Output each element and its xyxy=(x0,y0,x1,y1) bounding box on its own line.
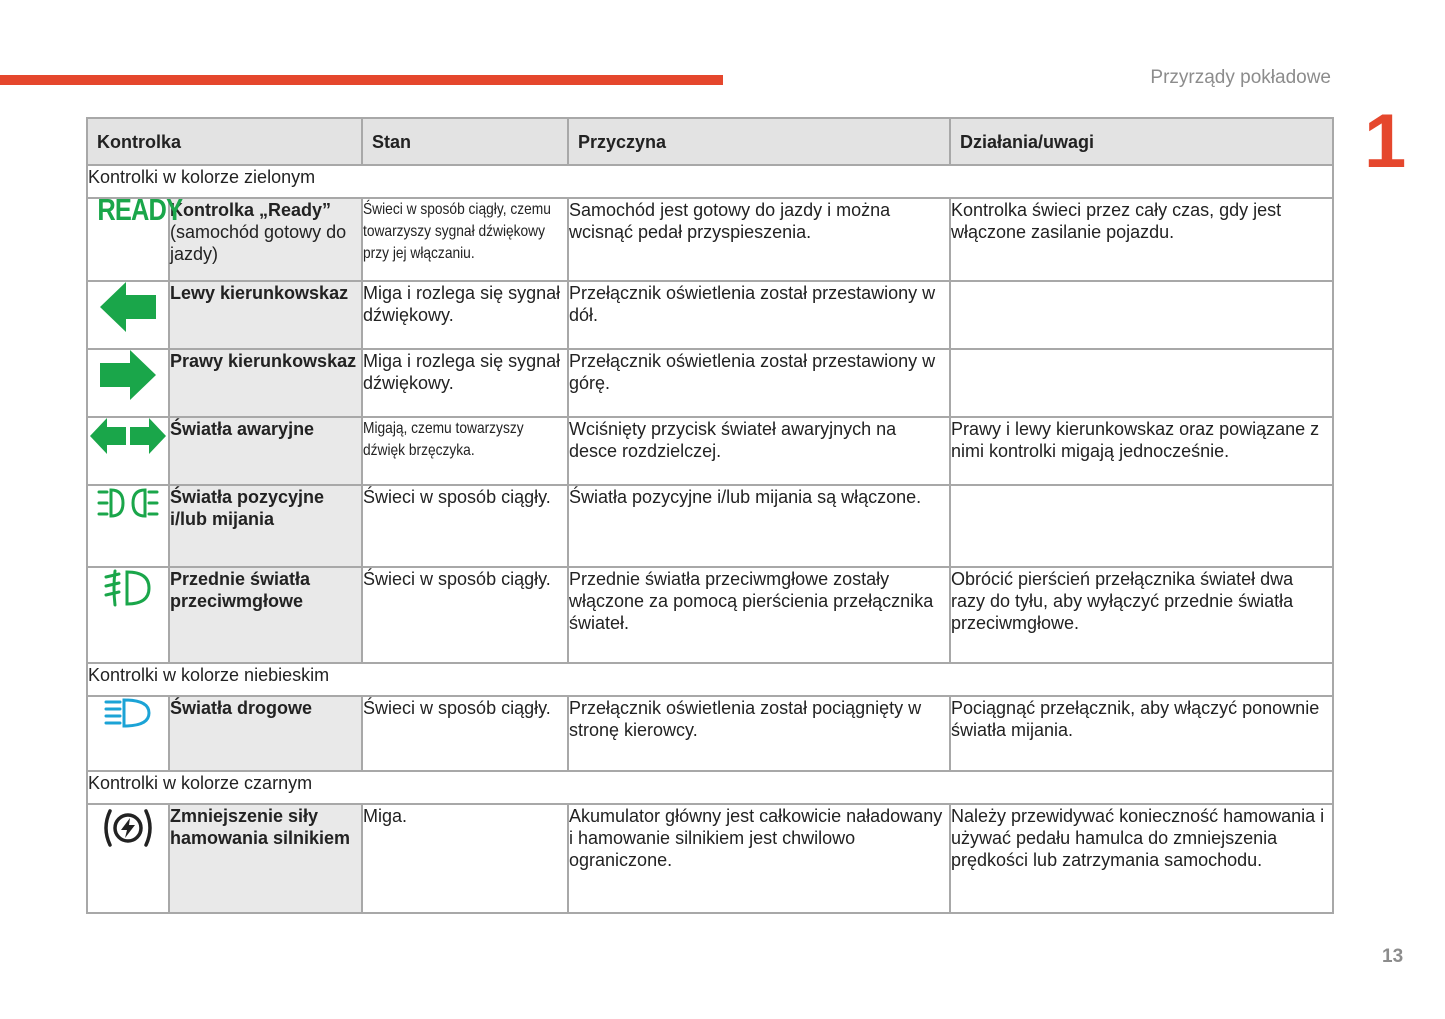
position-lights-icon xyxy=(97,486,159,520)
lamp-cause: Przednie światła przeciwmgłowe zostały włączone za pomocą pierścienia przełącznika świateł. xyxy=(568,567,950,663)
lamp-state: Świeci w sposób ciągły. xyxy=(362,696,568,771)
regen-braking-icon xyxy=(100,805,156,851)
column-header-stan: Stan xyxy=(362,118,568,165)
lamp-action xyxy=(950,281,1333,349)
icon-cell xyxy=(87,192,183,281)
lamp-state-text: Świeci w sposób ciągły, czemu towarzyszy sygnał dźwiękowy przy jej włączaniu. xyxy=(363,201,551,262)
lamp-action: Pociągnąć przełącznik, aby włączyć ponownie światła mijania. xyxy=(950,696,1333,771)
column-header-kontrolka: Kontrolka xyxy=(87,118,362,165)
lamp-name: Zmniejszenie siły hamowania silnikiem xyxy=(169,804,362,913)
lamp-state: Miga i rozlega się sygnał dźwiękowy. xyxy=(362,281,568,349)
icon-cell xyxy=(87,417,169,485)
group-row-green xyxy=(87,165,1333,198)
table-row xyxy=(87,696,1333,771)
icon-cell xyxy=(87,804,169,913)
ready-icon: READY xyxy=(97,192,183,227)
table-row xyxy=(87,417,1333,485)
page-number: 13 xyxy=(1382,946,1404,967)
top-accent-bar xyxy=(0,75,723,85)
lamp-name xyxy=(169,198,362,281)
icon-cell xyxy=(87,567,169,663)
warning-lamps-table xyxy=(86,117,1334,914)
right-arrow-icon xyxy=(100,350,156,400)
table-row xyxy=(87,198,1333,281)
lamp-state xyxy=(362,198,568,281)
lamp-cause: Akumulator główny jest całkowicie naładowany i hamowanie silnikiem jest chwilowo ograniczone. xyxy=(568,804,950,913)
lamp-name: Światła pozycyjne i/lub mijania xyxy=(169,485,362,567)
lamp-cause: Wciśnięty przycisk świateł awaryjnych na desce rozdzielczej. xyxy=(568,417,950,485)
table-header-row xyxy=(87,118,1333,165)
table-row xyxy=(87,281,1333,349)
lamp-state: Świeci w sposób ciągły. xyxy=(362,567,568,663)
lamp-action xyxy=(950,485,1333,567)
group-label-green: Kontrolki w kolorze zielonym xyxy=(87,165,1333,198)
lamp-name: Przednie światła przeciwmgłowe xyxy=(169,567,362,663)
group-label-blue: Kontrolki w kolorze niebieskim xyxy=(87,663,1333,696)
lamp-cause: Przełącznik oświetlenia został pociągnięty w stronę kierowcy. xyxy=(568,696,950,771)
front-fog-lights-icon xyxy=(103,568,153,608)
lamp-state-text: Migają, czemu towarzyszy dźwięk brzęczyka. xyxy=(363,420,524,459)
lamp-state: Miga. xyxy=(362,804,568,913)
lamp-state: Miga i rozlega się sygnał dźwiękowy. xyxy=(362,349,568,417)
table-row xyxy=(87,567,1333,663)
group-row-black xyxy=(87,771,1333,804)
icon-cell xyxy=(87,696,169,771)
lamp-name: Lewy kierunkowskaz xyxy=(169,281,362,349)
lamp-action: Obrócić pierścień przełącznika świateł dwa razy do tyłu, aby wyłączyć przednie światła przeciwmgłowe. xyxy=(950,567,1333,663)
table-row xyxy=(87,349,1333,417)
icon-cell xyxy=(87,349,169,417)
lamp-name-bold: Kontrolka „Ready” xyxy=(170,200,332,220)
lamp-state: Świeci w sposób ciągły. xyxy=(362,485,568,567)
column-header-przyczyna: Przyczyna xyxy=(568,118,950,165)
lamp-name-detail: (samochód gotowy do jazdy) xyxy=(170,222,347,264)
lamp-action: Kontrolka świeci przez cały czas, gdy jest włączone zasilanie pojazdu. xyxy=(950,198,1333,281)
lamp-name: Światła awaryjne xyxy=(169,417,362,485)
icon-cell xyxy=(87,281,169,349)
left-arrow-icon xyxy=(100,282,156,332)
lamp-state xyxy=(362,417,568,485)
table-row xyxy=(87,804,1333,913)
lamp-action: Prawy i lewy kierunkowskaz oraz powiązane z nimi kontrolki migają jednocześnie. xyxy=(950,417,1333,485)
chapter-number: 1 xyxy=(1364,99,1407,184)
lamp-name: Prawy kierunkowskaz xyxy=(169,349,362,417)
lamp-cause: Przełącznik oświetlenia został przestawiony w górę. xyxy=(568,349,950,417)
section-title: Przyrządy pokładowe xyxy=(1150,67,1331,88)
lamp-cause: Samochód jest gotowy do jazdy i można wcisnąć pedał przyspieszenia. xyxy=(568,198,950,281)
group-label-black: Kontrolki w kolorze czarnym xyxy=(87,771,1333,804)
icon-cell xyxy=(87,485,169,567)
lamp-action: Należy przewidywać konieczność hamowania i używać pedału hamulca do zmniejszenia prędkości lub zatrzymania samochodu. xyxy=(950,804,1333,913)
group-row-blue xyxy=(87,663,1333,696)
lamp-name: Światła drogowe xyxy=(169,696,362,771)
column-header-dzialania: Działania/uwagi xyxy=(950,118,1333,165)
lamp-cause: Przełącznik oświetlenia został przestawiony w dół. xyxy=(568,281,950,349)
hazard-arrows-icon xyxy=(90,418,166,454)
lamp-cause: Światła pozycyjne i/lub mijania są włączone. xyxy=(568,485,950,567)
lamp-action xyxy=(950,349,1333,417)
high-beam-icon xyxy=(104,697,152,729)
table-row xyxy=(87,485,1333,567)
